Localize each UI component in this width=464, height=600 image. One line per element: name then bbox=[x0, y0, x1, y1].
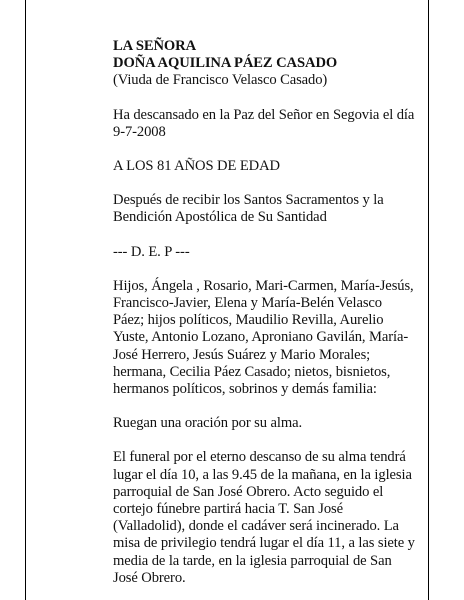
funeral-details: El funeral por el eterno descanso de su alma tendrá lugar el día 10, a las 9.45 de la mañana, en la iglesia parroquial de San José Obrero. Acto seguido el cortejo fúnebre partirá hacia T. San José (Valladolid), donde el cadáver será incinerado. La misa de privilegio tendrá lugar el día 11, a las siete y media de la tarde, en la iglesia parroquial de San José Obrero. bbox=[113, 449, 415, 586]
rip-line: --- D. E. P --- bbox=[113, 243, 190, 260]
prayer-request: Ruegan una oración por su alma. bbox=[113, 415, 302, 432]
title-line-1: LA SEÑORA bbox=[113, 38, 197, 54]
age-line: A LOS 81 AÑOS DE EDAD bbox=[113, 158, 280, 175]
family-list: Hijos, Ángela , Rosario, Mari-Carmen, María-Jesús, Francisco-Javier, Elena y María-Belén Velasco Páez; hijos políticos, Maudilio Revilla, Aurelio Yuste, Antonio Lozano, Aproniano Gavilán, María-José Herrero, Jesús Suárez y Mario Morales; hermana, Cecilia Páez Casado; nietos, bisnietos, hermanos políticos, sobrinos y demás familia: bbox=[113, 277, 414, 398]
obituary-notice bbox=[113, 38, 415, 587]
death-notice: Ha descansado en la Paz del Señor en Segovia el día 9-7-2008 bbox=[113, 106, 415, 140]
subtitle: (Viuda de Francisco Velasco Casado) bbox=[113, 72, 328, 89]
title-line-2: DOÑA AQUILINA PÁEZ CASADO bbox=[113, 55, 338, 72]
sacraments-line: Después de recibir los Santos Sacramentos y la Bendición Apostólica de Su Santidad bbox=[113, 192, 384, 226]
